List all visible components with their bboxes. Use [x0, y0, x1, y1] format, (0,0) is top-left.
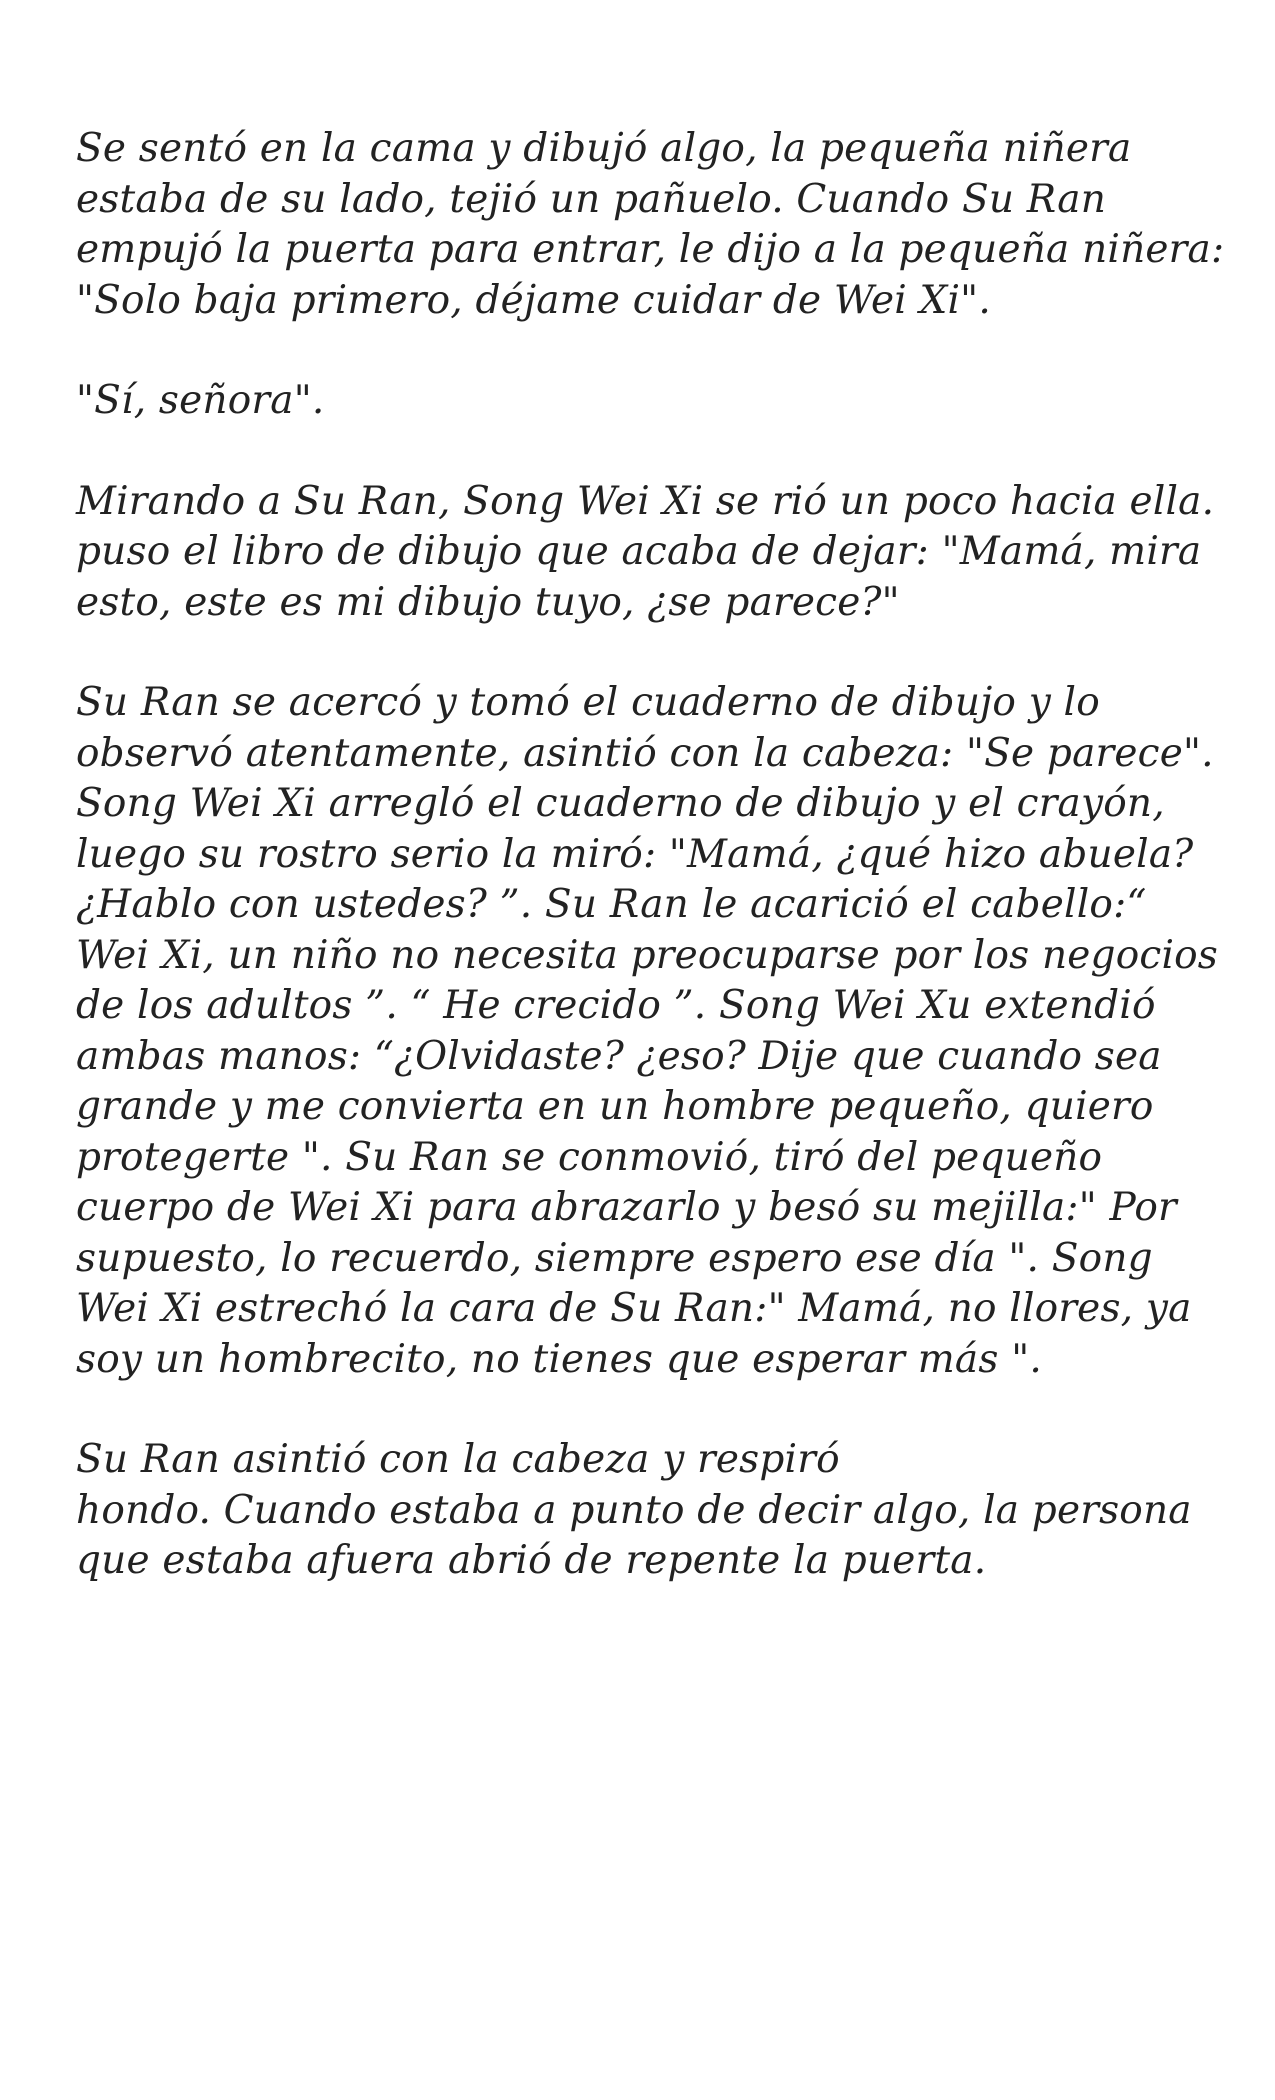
document-page: [76, 124, 1226, 1637]
paragraph-1: Se sentó en la cama y dibujó algo, la pequeña niñera estaba de su lado, tejió un pañuelo. Cuando Su Ran empujó la puerta para entrar, le dijo a la pequeña niñera: "Solo baja primero, déjame cuidar de Wei Xi".: [76, 126, 1225, 323]
paragraph-3: Mirando a Su Ran, Song Wei Xi se rió un poco hacia ella. puso el libro de dibujo que acaba de dejar: "Mamá, mira esto, este es mi dibujo tuyo, ¿se parece?": [76, 478, 1215, 625]
paragraph-4: Su Ran se acercó y tomó el cuaderno de dibujo y lo observó atentamente, asintió con la cabeza: "Se parece". Song Wei Xi arregló el cuaderno de dibujo y el crayón, luego su rostro serio la miró: "Mamá, ¿qué hizo abuela? ¿Hablo con ustedes? ”. Su Ran le acarició el cabello:“ Wei Xi, un niño no necesita preocuparse por los negocios de los adultos ”. “ He crecido ”. Song Wei Xu extendió ambas manos: “¿Olvidaste? ¿eso? Dije que cuando sea grande y me convierta en un hombre pequeño, quiero protegerte ". Su Ran se conmovió, tiró del pequeño cuerpo de Wei Xi para abrazarlo y besó su mejilla:" Por supuesto, lo recuerdo, siempre espero ese día ". Song Wei Xi estrechó la cara de Su Ran:" Mamá, no llores, ya soy un hombrecito, no tienes que esperar más ".: [76, 680, 1219, 1382]
paragraph-5: Su Ran asintió con la cabeza y respiró hondo. Cuando estaba a punto de decir algo, la persona que estaba afuera abrió de repente la puerta.: [76, 1437, 1192, 1583]
paragraph-2: "Sí, señora".: [76, 378, 325, 423]
